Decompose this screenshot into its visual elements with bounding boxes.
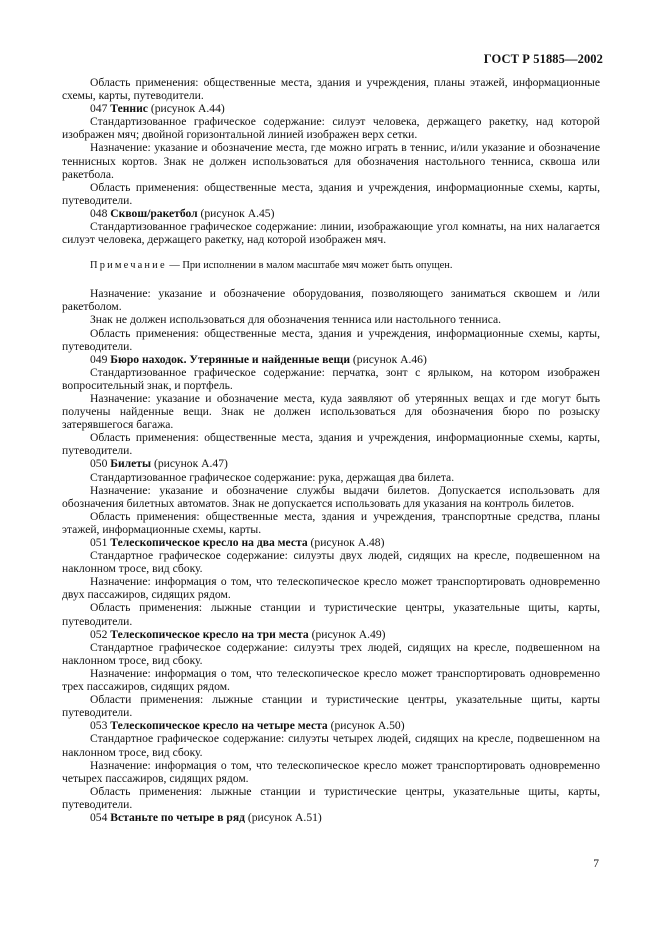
section-title: Телескопическое кресло на четыре места bbox=[110, 719, 328, 733]
paragraph: Назначение: информация о том, что телескопическое кресло может транспортировать одновременно четырех пассажиров, сидящих рядом. bbox=[62, 758, 600, 785]
section-heading bbox=[62, 719, 600, 732]
section-heading bbox=[62, 536, 600, 549]
section-heading bbox=[62, 207, 600, 220]
document-body bbox=[62, 76, 600, 824]
paragraph: Назначение: указание и обозначение оборудования, позволяющего заниматься сквошем и /или ракетболом. bbox=[62, 287, 600, 314]
figure-reference: (рисунок А.45) bbox=[200, 206, 275, 220]
section-number: 054 bbox=[90, 810, 108, 824]
section-number: 048 bbox=[90, 206, 108, 220]
paragraph: Область применения: лыжные станции и туристические центры, указательные щиты, карты, путеводители. bbox=[62, 784, 600, 811]
paragraph: Знак не должен использоваться для обозначения тенниса или настольного тенниса. bbox=[90, 313, 502, 327]
note-text: — При исполнении в малом масштабе мяч может быть опущен. bbox=[169, 260, 453, 272]
paragraph: Область применения: общественные места, здания и учреждения, транспортные средства, планы этажей, информационные схемы, карты. bbox=[62, 509, 600, 536]
section-title: Сквош/ракетбол bbox=[110, 206, 198, 220]
section-title: Билеты bbox=[110, 457, 152, 471]
figure-reference: (рисунок А.48) bbox=[310, 536, 385, 549]
paragraph: Область применения: лыжные станции и туристические центры, указательные щиты, карты, путеводители. bbox=[62, 601, 600, 628]
paragraph: Стандартное графическое содержание: силуэты четырех людей, сидящих на кресле, подвешенном на наклонном тросе, вид сбоку. bbox=[62, 732, 600, 759]
paragraph: Стандартное графическое содержание: силуэты двух людей, сидящих на кресле, подвешенном на наклонном тросе, вид сбоку. bbox=[62, 549, 600, 576]
section-heading bbox=[62, 457, 600, 470]
standard-header: ГОСТ Р 51885—2002 bbox=[483, 52, 603, 66]
page-number: 7 bbox=[593, 858, 599, 870]
section-title: Встаньте по четыре в ряд bbox=[110, 810, 245, 824]
figure-reference: (рисунок А.51) bbox=[247, 810, 322, 824]
paragraph: Назначение: указание и обозначение места, где можно играть в теннис, и/или указание и обозначение теннисных кортов. Знак не должен использоваться для обозначения настольного тенниса, сквоша или ракетбола. bbox=[62, 141, 600, 181]
paragraph: Назначение: информация о том, что телескопическое кресло может транспортировать одновременно трех пассажиров, сидящих рядом. bbox=[62, 666, 600, 694]
paragraph: Область применения: общественные места, здания и учреждения, информационные схемы, карты, путеводители. bbox=[62, 326, 600, 353]
section-heading bbox=[62, 811, 600, 824]
paragraph: Стандартное графическое содержание: силуэты трех людей, сидящих на кресле, подвешенном на наклонном тросе, вид сбоку. bbox=[62, 640, 600, 667]
figure-reference: (рисунок А.49) bbox=[311, 627, 386, 641]
paragraph: Стандартизованное графическое содержание: рука, держащая два билета. bbox=[90, 470, 455, 484]
section-number: 049 bbox=[90, 352, 108, 366]
section-heading bbox=[62, 628, 600, 641]
note bbox=[62, 260, 600, 272]
section-number: 052 bbox=[90, 627, 108, 641]
section-number: 053 bbox=[90, 719, 108, 733]
figure-reference: (рисунок А.46) bbox=[352, 352, 427, 366]
section-number: 050 bbox=[90, 457, 108, 471]
paragraph: Область применения: общественные места, здания и учреждения, информационные схемы, карты, путеводители. bbox=[62, 431, 600, 458]
section-heading bbox=[62, 353, 600, 366]
paragraph: Стандартизованное графическое содержание: перчатка, зонт с ярлыком, на котором изображен вопросительный знак, и портфель. bbox=[62, 365, 600, 392]
paragraph: Стандартизованное графическое содержание: линии, изображающие угол комнаты, на них налагается силуэт человека, держащего ракетку, над которой изображен мяч. bbox=[62, 220, 600, 247]
section-heading bbox=[62, 102, 600, 115]
section-title: Телескопическое кресло на три места bbox=[110, 627, 309, 641]
paragraph: Назначение: информация о том, что телескопическое кресло может транспортировать одновременно двух пассажиров, сидящих рядом. bbox=[62, 575, 600, 602]
paragraph: Назначение: указание и обозначение службы выдачи билетов. Допускается использовать для обозначения билетных автоматов. Знак не допускается использовать для указания на контроль билетов. bbox=[62, 483, 600, 510]
paragraph: Назначение: указание и обозначение места, куда заявляют об утерянных вещах и где могут быть получены найденные вещи. Знак не должен использоваться для обозначения бюро по розыску затерявшегося багажа. bbox=[62, 391, 600, 432]
section-number: 047 bbox=[90, 102, 108, 116]
paragraph: Области применения: лыжные станции и туристические центры, указательные щиты, карты путеводители. bbox=[62, 693, 600, 720]
figure-reference: (рисунок А.44) bbox=[150, 102, 225, 116]
paragraph: Стандартизованное графическое содержание: силуэт человека, держащего ракетку, над которой изображен мяч; двойной горизонтальной линией изображен верх сетки. bbox=[62, 115, 600, 142]
paragraph: Область применения: общественные места, здания и учреждения, информационные схемы, карты, путеводители. bbox=[62, 180, 600, 207]
section-title: Теннис bbox=[110, 102, 148, 116]
figure-reference: (рисунок А.50) bbox=[330, 719, 405, 733]
section-number: 051 bbox=[90, 536, 108, 549]
figure-reference: (рисунок А.47) bbox=[153, 457, 228, 471]
section-title: Телескопическое кресло на два места bbox=[110, 536, 308, 549]
paragraph: Область применения: общественные места, здания и учреждения, планы этажей, информационные схемы, карты, путеводители. bbox=[62, 76, 600, 103]
note-label: Примечание bbox=[90, 260, 167, 272]
section-title: Бюро находок. Утерянные и найденные вещи bbox=[110, 352, 351, 366]
